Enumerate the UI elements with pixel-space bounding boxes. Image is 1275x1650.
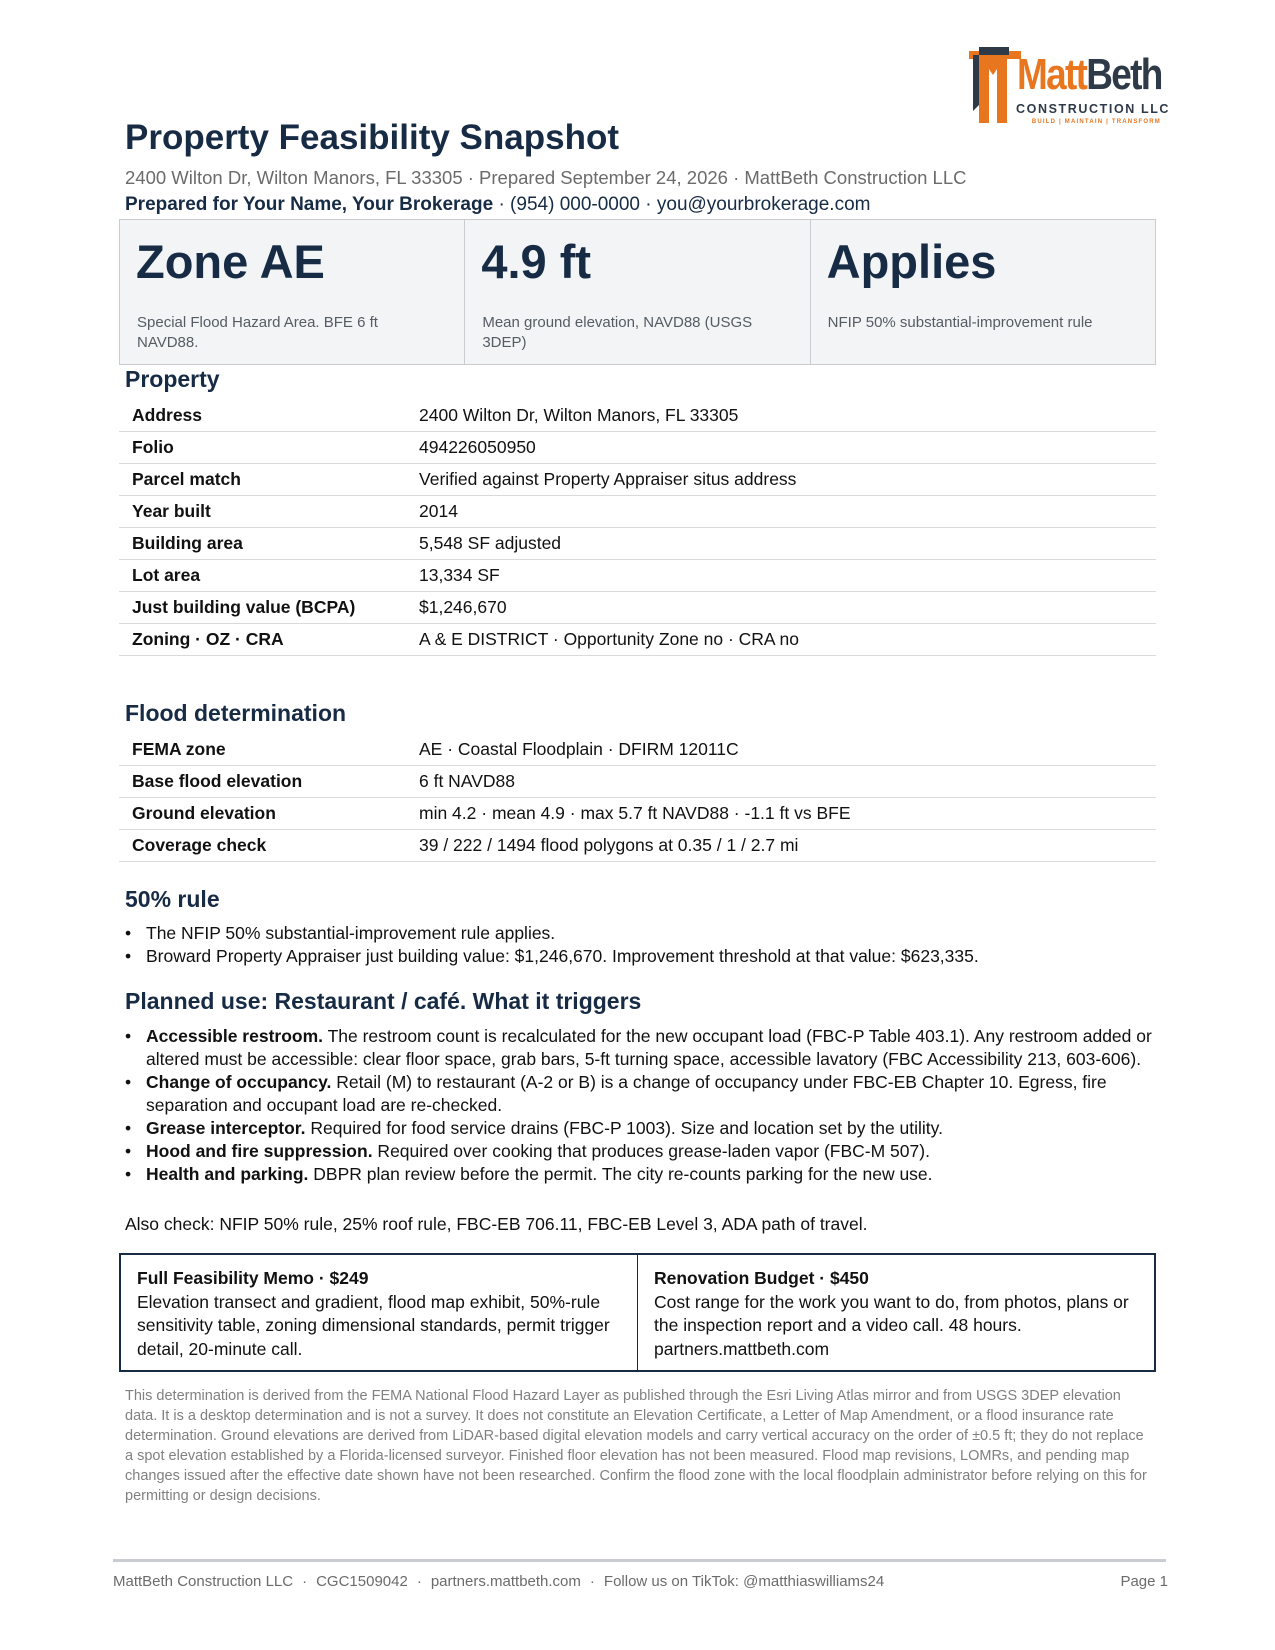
item-text: The restroom count is recalculated for the new occupant load (FBC-P Table 403.1). Any restroom added or altered must be accessible: clear floor space, grab bars, 5-ft turning space, accessible lavatory (FBC Accessibility 213, 603-606). (146, 1026, 1152, 1069)
table-row (119, 734, 1156, 766)
stat-fifty-percent-rule (811, 220, 1155, 364)
item-text: Retail (M) to restaurant (A-2 or B) is a change of occupancy under FBC-EB Chapter 10. Egress, fire separation and occupant load are re-checked. (146, 1072, 1107, 1115)
page-number: Page 1 (1120, 1573, 1168, 1590)
offer-body: Elevation transect and gradient, flood map exhibit, 50%-rule sensitivity table, zoning dimensional standards, permit trigger detail, 20-minute call. (137, 1291, 610, 1359)
list-item (125, 1117, 1155, 1140)
footer-info (113, 1573, 884, 1590)
list-item (125, 1025, 1155, 1071)
item-lead: Hood and fire suppression. (146, 1141, 373, 1161)
footer-license: CGC1509042 (316, 1573, 408, 1590)
row-value: 5,548 SF adjusted (419, 528, 1156, 560)
summary-stats (119, 219, 1156, 365)
service-offers (119, 1253, 1156, 1372)
row-value: min 4.2 · mean 4.9 · max 5.7 ft NAVD88 · -1.1 ft vs BFE (419, 798, 1156, 830)
list-item (125, 1163, 1155, 1186)
stat-caption: NFIP 50% substantial-improvement rule (827, 314, 1093, 331)
offer-feasibility-memo (121, 1255, 638, 1370)
row-label: FEMA zone (119, 734, 419, 766)
section-heading-property: Property (125, 366, 220, 392)
item-lead: Accessible restroom. (146, 1026, 324, 1046)
table-row (119, 592, 1156, 624)
disclaimer: This determination is derived from the FEMA National Flood Hazard Layer as published through the Esri Living Atlas mirror and from USGS 3DEP elevation data. It is a desktop determination and is not a survey. It does not constitute an Elevation Certificate, a Letter of Map Amendment, or a flood insurance rate determination. Ground elevations are derived from LiDAR-based digital elevation models and carry vertical accuracy on the order of ±0.5 ft; they do not replace a spot elevation established by a Florida-licensed surveyor. Finished floor elevation has not been measured. Flood map revisions, LOMRs, and pending map changes issued after the effective date shown have not been researched. Confirm the flood zone with the local floodplain administrator before relying on this for permitting or design decisions. (125, 1388, 1147, 1504)
table-row (119, 528, 1156, 560)
planned-use-list (125, 1025, 1155, 1186)
row-value: A & E DISTRICT · Opportunity Zone no · CRA no (419, 624, 1156, 656)
stat-value: 4.9 ft (481, 235, 592, 288)
row-value: 494226050950 (419, 432, 1156, 464)
table-row (119, 624, 1156, 656)
table-row (119, 830, 1156, 862)
stat-ground-elevation (465, 220, 810, 364)
footer-divider (113, 1559, 1166, 1562)
row-value: 2014 (419, 496, 1156, 528)
row-label: Coverage check (119, 830, 419, 862)
row-label: Address (119, 400, 419, 432)
footer-separator: · (302, 1573, 308, 1590)
row-label: Ground elevation (119, 798, 419, 830)
row-value: $1,246,670 (419, 592, 1156, 624)
section-heading-fifty-percent-rule: 50% rule (125, 886, 220, 912)
list-item (125, 1071, 1155, 1117)
row-label: Building area (119, 528, 419, 560)
table-row (119, 400, 1156, 432)
page-subtitle: 2400 Wilton Dr, Wilton Manors, FL 33305 · Prepared September 24, 2026 · MattBeth Construction LLC (125, 167, 967, 188)
table-row (119, 464, 1156, 496)
stat-value: Applies (826, 235, 997, 288)
table-row (119, 560, 1156, 592)
item-text: Required over cooking that produces grease-laden vapor (FBC-M 507). (372, 1141, 930, 1161)
section-heading-planned-use: Planned use: Restaurant / café. What it triggers (125, 988, 642, 1014)
stat-caption: Special Flood Hazard Area. BFE 6 ft NAVD88. (137, 314, 378, 351)
logo-wordmark: MattBeth (1017, 50, 1162, 99)
item-text: Required for food service drains (FBC-P 1003). Size and location set by the utility. (305, 1118, 943, 1138)
prepared-for-name: Prepared for Your Name, Your Brokerage (125, 194, 494, 215)
offer-renovation-budget (638, 1255, 1154, 1370)
logo-tagline: BUILD | MAINTAIN | TRANSFORM (1031, 119, 1161, 125)
row-label: Just building value (BCPA) (119, 592, 419, 624)
table-row (119, 432, 1156, 464)
row-label: Folio (119, 432, 419, 464)
table-row (119, 766, 1156, 798)
prepared-for-line (125, 194, 870, 216)
prepared-for-contact: · (954) 000-0000 · you@yourbrokerage.com (493, 194, 871, 215)
logo-mark-icon (969, 45, 1021, 123)
offer-title: Renovation Budget · $450 (654, 1268, 869, 1288)
page-title: Property Feasibility Snapshot (125, 118, 619, 157)
flood-table (119, 734, 1156, 862)
footer-separator: · (589, 1573, 595, 1590)
stat-value: Zone AE (136, 235, 325, 288)
footer-social: Follow us on TikTok: @matthiaswilliams24 (603, 1573, 885, 1590)
offer-title: Full Feasibility Memo · $249 (137, 1268, 369, 1288)
item-lead: Change of occupancy. (146, 1072, 332, 1092)
row-label: Lot area (119, 560, 419, 592)
also-check-note: Also check: NFIP 50% rule, 25% roof rule, FBC-EB 706.11, FBC-EB Level 3, ADA path of travel. (125, 1214, 868, 1234)
row-value: 2400 Wilton Dr, Wilton Manors, FL 33305 (419, 400, 1156, 432)
row-value: AE · Coastal Floodplain · DFIRM 12011C (419, 734, 1156, 766)
item-lead: Health and parking. (146, 1164, 309, 1184)
footer-company: MattBeth Construction LLC (113, 1573, 294, 1590)
row-value: 6 ft NAVD88 (419, 766, 1156, 798)
stat-caption: Mean ground elevation, NAVD88 (USGS 3DEP) (482, 314, 753, 351)
row-value: 39 / 222 / 1494 flood polygons at 0.35 / 1 / 2.7 mi (419, 830, 1156, 862)
row-label: Base flood elevation (119, 766, 419, 798)
logo-subline: CONSTRUCTION LLC (1016, 102, 1171, 116)
row-label: Zoning · OZ · CRA (119, 624, 419, 656)
offer-body: Cost range for the work you want to do, from photos, plans or the inspection report and a video call. 48 hours. partners.mattbeth.com (654, 1291, 1129, 1359)
stat-flood-zone (120, 220, 465, 364)
row-label: Year built (119, 496, 419, 528)
footer-separator: · (416, 1573, 422, 1590)
property-table (119, 400, 1156, 656)
company-logo (969, 45, 1171, 131)
item-text: DBPR plan review before the permit. The city re-counts parking for the new use. (308, 1164, 933, 1184)
list-item: • The NFIP 50% substantial-improvement rule applies. (125, 922, 1155, 945)
fifty-percent-rule-list (125, 922, 1155, 968)
row-value: Verified against Property Appraiser situs address (419, 464, 1156, 496)
footer-site-link[interactable]: partners.mattbeth.com (430, 1573, 581, 1590)
item-lead: Grease interceptor. (146, 1118, 306, 1138)
row-label: Parcel match (119, 464, 419, 496)
table-row (119, 798, 1156, 830)
section-heading-flood: Flood determination (125, 700, 347, 726)
table-row (119, 496, 1156, 528)
list-item (125, 1140, 1155, 1163)
row-value: 13,334 SF (419, 560, 1156, 592)
list-item: • Broward Property Appraiser just building value: $1,246,670. Improvement threshold at that value: $623,335. (125, 945, 1155, 968)
